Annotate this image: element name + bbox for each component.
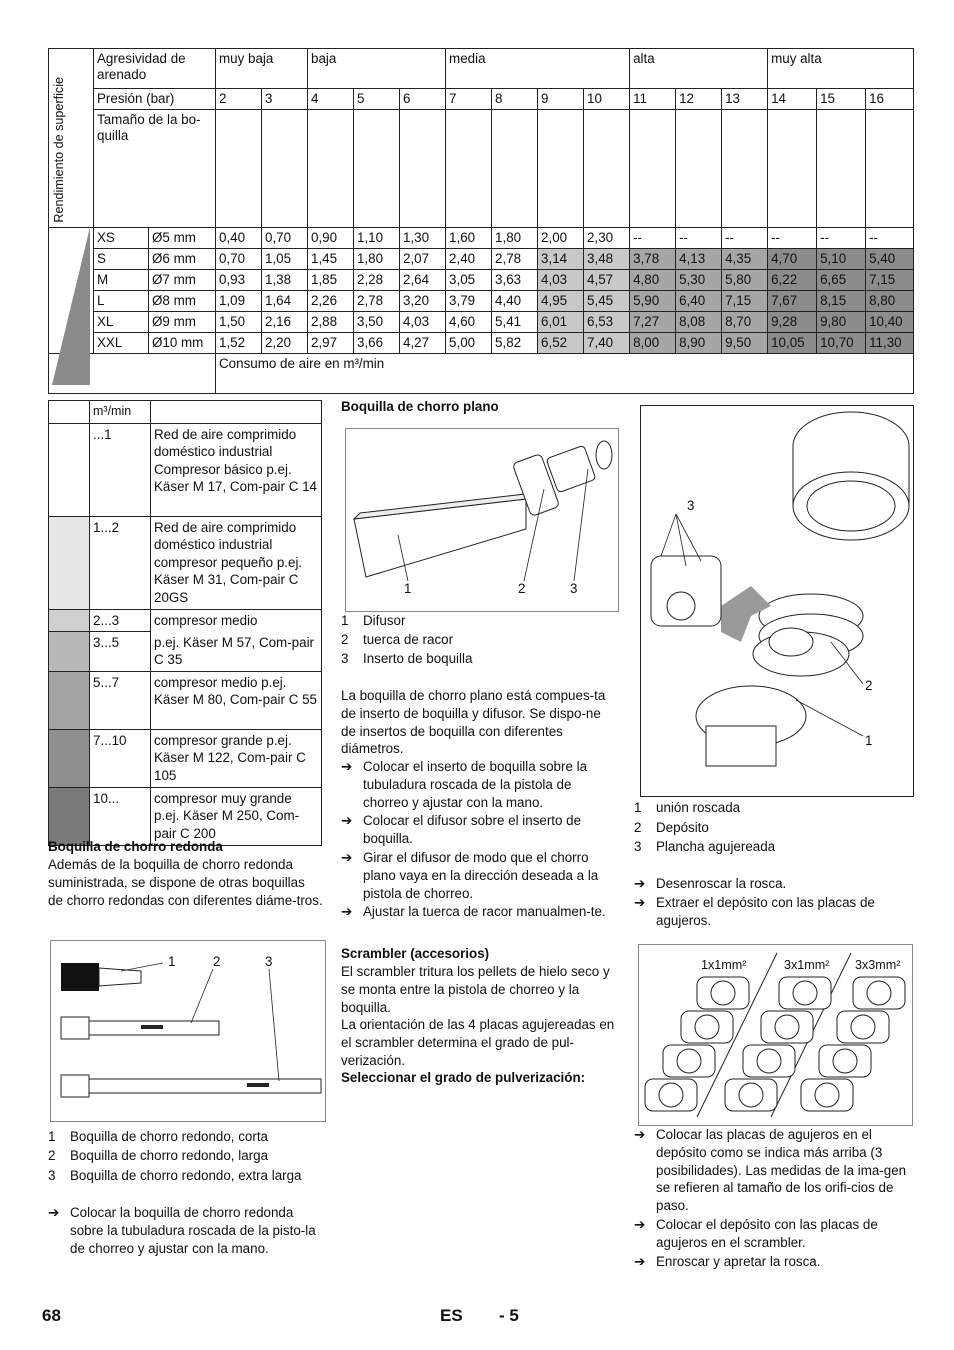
nozzle-size: S <box>94 249 149 270</box>
compressor-shade <box>49 423 90 516</box>
consumption-cell: -- <box>866 228 914 249</box>
consumption-cell: 2,20 <box>262 333 308 354</box>
consumption-cell: 1,45 <box>308 249 354 270</box>
consumption-cell: 4,03 <box>400 312 446 333</box>
consumption-cell: 2,26 <box>308 291 354 312</box>
side-label-cell <box>49 49 94 228</box>
consumption-cell: 6,52 <box>538 333 584 354</box>
scrambler-text-2: La orientación de las 4 placas agujereadas en el scrambler determina el grado de pul-verización. <box>341 1017 615 1068</box>
side-label: Rendimiento de superficie <box>52 77 66 223</box>
page-number: 68 <box>42 1306 61 1325</box>
size-header-empty <box>584 110 630 228</box>
pressure-cell: 11 <box>630 89 676 110</box>
flat-nozzle-text: La boquilla de chorro plano está compues-ta de inserto de boquilla y difusor. Se dispo-ne de insertos de boquilla con diferentes diámetros. <box>341 688 606 757</box>
round-nozzle-heading: Boquilla de chorro redonda <box>48 839 223 854</box>
compressor-shade <box>49 671 90 729</box>
size-header-empty <box>354 110 400 228</box>
consumption-cell: 11,30 <box>866 333 914 354</box>
consumption-cell: 5,80 <box>722 270 768 291</box>
consumption-cell: 4,35 <box>722 249 768 270</box>
consumption-cell: 4,57 <box>584 270 630 291</box>
consumption-cell: 1,05 <box>262 249 308 270</box>
consumption-cell: 8,80 <box>866 291 914 312</box>
scrambler-fig-label-2: 2 <box>865 678 873 693</box>
consumption-cell: 9,50 <box>722 333 768 354</box>
compressor-row <box>49 729 322 787</box>
compressor-desc: compresor muy grande p.ej. Käser M 250, Com-pair C 200 <box>151 787 322 845</box>
consumption-cell: 3,48 <box>584 249 630 270</box>
compressor-shade <box>49 632 90 672</box>
consumption-cell: 1,80 <box>354 249 400 270</box>
consumption-cell: 1,85 <box>308 270 354 291</box>
table-row <box>49 270 914 291</box>
nozzle-size: XXL <box>94 333 149 354</box>
compressor-row <box>49 632 322 672</box>
pressure-cell: 15 <box>817 89 866 110</box>
consumption-cell: 1,09 <box>216 291 262 312</box>
consumption-cell: 1,30 <box>400 228 446 249</box>
compressor-range: 10... <box>90 787 151 845</box>
consumption-cell: 8,90 <box>676 333 722 354</box>
air-consumption-note: Consumo de aire en m³/min <box>216 354 914 394</box>
nozzle-size: XL <box>94 312 149 333</box>
size-header-empty <box>308 110 354 228</box>
size-header-empty <box>216 110 262 228</box>
consumption-cell: 1,80 <box>492 228 538 249</box>
consumption-cell: 1,52 <box>216 333 262 354</box>
pressure-cell: 9 <box>538 89 584 110</box>
consumption-cell: 0,90 <box>308 228 354 249</box>
consumption-cell: 7,40 <box>584 333 630 354</box>
sub-page-number: - 5 <box>499 1306 519 1325</box>
round-fig-label-3: 3 <box>265 954 273 969</box>
table-row <box>49 228 914 249</box>
nozzle-diameter: Ø10 mm <box>149 333 216 354</box>
consumption-cell: 4,80 <box>630 270 676 291</box>
consumption-cell: 6,22 <box>768 270 817 291</box>
comp-unit-label: m³/min <box>90 401 151 424</box>
pulverization-heading: Seleccionar el grado de pulverización: <box>341 1070 586 1085</box>
plate-label-3x1: 3x1mm² <box>784 958 830 972</box>
compressor-desc: compresor medio p.ej. Käser M 80, Com-pair C 55 <box>151 671 322 729</box>
compressor-range: 3...5 <box>90 632 151 672</box>
pressure-cell: 13 <box>722 89 768 110</box>
compressor-row <box>49 671 322 729</box>
consumption-cell: 1,64 <box>262 291 308 312</box>
arrow-icon: ➔ <box>634 876 646 891</box>
flat-nozzle-figure <box>345 428 619 612</box>
consumption-cell: 7,15 <box>722 291 768 312</box>
pressure-cell: 6 <box>400 89 446 110</box>
arrow-icon: ➔ <box>634 895 646 910</box>
consumption-cell: 4,70 <box>768 249 817 270</box>
pressure-cell: 16 <box>866 89 914 110</box>
consumption-cell: 1,38 <box>262 270 308 291</box>
consumption-cell: -- <box>722 228 768 249</box>
consumption-cell: 5,90 <box>630 291 676 312</box>
pressure-cell: 7 <box>446 89 492 110</box>
consumption-cell: 1,10 <box>354 228 400 249</box>
consumption-cell: 3,20 <box>400 291 446 312</box>
round-nozzle-drawing <box>51 941 325 1121</box>
plates-figure <box>638 944 913 1126</box>
size-header-empty <box>768 110 817 228</box>
pressure-cell: 5 <box>354 89 400 110</box>
consumption-cell: 4,27 <box>400 333 446 354</box>
table-row <box>49 249 914 270</box>
consumption-cell: -- <box>630 228 676 249</box>
arrow-icon: ➔ <box>341 904 353 919</box>
compressor-row <box>49 423 322 516</box>
consumption-cell: 2,97 <box>308 333 354 354</box>
compressor-desc: compresor grande p.ej. Käser M 122, Com-pair C 105 <box>151 729 322 787</box>
consumption-cell: 0,70 <box>262 228 308 249</box>
size-header-empty <box>446 110 492 228</box>
consumption-cell: 4,95 <box>538 291 584 312</box>
nozzle-size: L <box>94 291 149 312</box>
plate-label-1x1: 1x1mm² <box>701 958 747 972</box>
consumption-cell: 5,30 <box>676 270 722 291</box>
table-row <box>49 333 914 354</box>
consumption-cell: 1,50 <box>216 312 262 333</box>
pressure-label: Presión (bar) <box>94 89 216 110</box>
size-header-empty <box>722 110 768 228</box>
compressor-row <box>49 516 322 609</box>
consumption-cell: 2,07 <box>400 249 446 270</box>
aggressiveness-label: Agresividad de arenado <box>94 49 216 89</box>
round-nozzle-text: Además de la boquilla de chorro redonda suministrada, se dispone de otras boquillas de chorro redondas con diferentes diáme-tros. <box>48 857 323 908</box>
flat-fig-label-2: 2 <box>518 581 526 596</box>
consumption-cell: 8,70 <box>722 312 768 333</box>
consumption-cell: 5,41 <box>492 312 538 333</box>
size-header-empty <box>538 110 584 228</box>
scrambler-text-1: El scrambler tritura los pellets de hielo seco y se monta entre la pistola de chorreo y la boquilla. <box>341 964 610 1015</box>
consumption-cell: 6,65 <box>817 270 866 291</box>
arrow-icon: ➔ <box>48 1205 60 1220</box>
consumption-cell: 2,40 <box>446 249 492 270</box>
consumption-cell: 3,63 <box>492 270 538 291</box>
nozzle-diameter: Ø6 mm <box>149 249 216 270</box>
consumption-cell: 5,82 <box>492 333 538 354</box>
consumption-cell: 2,78 <box>354 291 400 312</box>
comp-head-empty-2 <box>151 401 322 424</box>
compressor-desc: compresor medio <box>151 609 322 632</box>
consumption-cell: 2,16 <box>262 312 308 333</box>
size-header-empty <box>630 110 676 228</box>
level-muy-baja: muy baja <box>216 49 308 89</box>
language-code: ES <box>440 1306 463 1325</box>
consumption-cell: 9,80 <box>817 312 866 333</box>
size-header-empty <box>817 110 866 228</box>
consumption-cell: 3,79 <box>446 291 492 312</box>
consumption-cell: 6,53 <box>584 312 630 333</box>
pressure-cell: 4 <box>308 89 354 110</box>
consumption-cell: 3,78 <box>630 249 676 270</box>
round-nozzle-figure <box>50 940 326 1122</box>
consumption-cell: 2,78 <box>492 249 538 270</box>
scrambler-figure <box>640 405 914 797</box>
scrambler-fig-label-1: 1 <box>865 733 873 748</box>
nozzle-size: XS <box>94 228 149 249</box>
consumption-cell: 3,50 <box>354 312 400 333</box>
consumption-cell: 0,93 <box>216 270 262 291</box>
consumption-cell: 5,45 <box>584 291 630 312</box>
comp-head-empty <box>49 401 90 424</box>
arrow-icon: ➔ <box>341 813 353 828</box>
level-baja: baja <box>308 49 446 89</box>
pressure-cell: 8 <box>492 89 538 110</box>
compressor-row <box>49 787 322 845</box>
pressure-cell: 2 <box>216 89 262 110</box>
arrow-icon: ➔ <box>634 1254 646 1269</box>
consumption-cell: 3,05 <box>446 270 492 291</box>
consumption-cell: 7,67 <box>768 291 817 312</box>
consumption-cell: 3,14 <box>538 249 584 270</box>
consumption-cell: 0,40 <box>216 228 262 249</box>
arrow-icon: ➔ <box>341 850 353 865</box>
wedge-shape <box>50 225 92 386</box>
nozzle-size-label: Tamaño de la bo-quilla <box>94 110 216 228</box>
scrambler-fig-label-3: 3 <box>687 498 695 513</box>
level-media: media <box>446 49 630 89</box>
air-consumption-table <box>48 48 914 394</box>
consumption-cell: 3,66 <box>354 333 400 354</box>
nozzle-diameter: Ø9 mm <box>149 312 216 333</box>
pressure-cell: 10 <box>584 89 630 110</box>
arrow-icon: ➔ <box>341 759 353 774</box>
size-header-empty <box>400 110 446 228</box>
pressure-cell: 12 <box>676 89 722 110</box>
compressor-range: ...1 <box>90 423 151 516</box>
consumption-cell: 8,08 <box>676 312 722 333</box>
compressor-row <box>49 609 322 632</box>
consumption-cell: 5,10 <box>817 249 866 270</box>
consumption-cell: 1,60 <box>446 228 492 249</box>
compressor-table <box>48 400 322 846</box>
plates-drawing <box>639 945 912 1125</box>
consumption-cell: 6,01 <box>538 312 584 333</box>
level-muy-alta: muy alta <box>768 49 914 89</box>
consumption-cell: 8,00 <box>630 333 676 354</box>
flat-fig-label-3: 3 <box>570 581 578 596</box>
consumption-cell: 4,40 <box>492 291 538 312</box>
consumption-cell: 2,28 <box>354 270 400 291</box>
compressor-shade <box>49 729 90 787</box>
consumption-cell: 2,00 <box>538 228 584 249</box>
consumption-cell: 4,03 <box>538 270 584 291</box>
table-row <box>49 291 914 312</box>
consumption-cell: 4,60 <box>446 312 492 333</box>
consumption-cell: 7,15 <box>866 270 914 291</box>
pressure-cell: 3 <box>262 89 308 110</box>
compressor-shade <box>49 787 90 845</box>
consumption-cell: 2,30 <box>584 228 630 249</box>
compressor-desc: Red de aire comprimido doméstico industrial compresor pequeño p.ej. Käser M 31, Com-pair C 20GS <box>151 516 322 609</box>
consumption-cell: 7,27 <box>630 312 676 333</box>
plate-label-3x3: 3x3mm² <box>855 958 901 972</box>
scrambler-heading: Scrambler (accesorios) <box>341 946 490 961</box>
consumption-cell: 5,40 <box>866 249 914 270</box>
arrow-icon: ➔ <box>634 1217 646 1232</box>
size-header-empty <box>866 110 914 228</box>
consumption-cell: -- <box>676 228 722 249</box>
consumption-cell: 4,13 <box>676 249 722 270</box>
consumption-cell: -- <box>817 228 866 249</box>
flat-fig-label-1: 1 <box>404 581 412 596</box>
arrow-icon: ➔ <box>634 1127 646 1142</box>
consumption-cell: 6,40 <box>676 291 722 312</box>
consumption-cell: 5,00 <box>446 333 492 354</box>
nozzle-size: M <box>94 270 149 291</box>
compressor-range: 1...2 <box>90 516 151 609</box>
consumption-cell: 8,15 <box>817 291 866 312</box>
compressor-shade <box>49 516 90 609</box>
consumption-cell: 0,70 <box>216 249 262 270</box>
consumption-cell: -- <box>768 228 817 249</box>
nozzle-diameter: Ø5 mm <box>149 228 216 249</box>
nozzle-diameter: Ø8 mm <box>149 291 216 312</box>
consumption-cell: 10,05 <box>768 333 817 354</box>
consumption-cell: 2,64 <box>400 270 446 291</box>
size-header-empty <box>262 110 308 228</box>
size-header-empty <box>676 110 722 228</box>
consumption-cell: 10,40 <box>866 312 914 333</box>
table-row <box>49 312 914 333</box>
compressor-range: 7...10 <box>90 729 151 787</box>
nozzle-diameter: Ø7 mm <box>149 270 216 291</box>
compressor-desc: p.ej. Käser M 57, Com-pair C 35 <box>151 632 322 672</box>
size-header-empty <box>492 110 538 228</box>
compressor-desc: Red de aire comprimido doméstico industrial Compresor básico p.ej. Käser M 17, Com-pair C 14 <box>151 423 322 516</box>
compressor-shade <box>49 609 90 632</box>
compressor-range: 5...7 <box>90 671 151 729</box>
level-alta: alta <box>630 49 768 89</box>
round-fig-label-2: 2 <box>213 954 221 969</box>
round-fig-label-1: 1 <box>168 954 176 969</box>
pressure-cell: 14 <box>768 89 817 110</box>
consumption-cell: 9,28 <box>768 312 817 333</box>
compressor-range: 2...3 <box>90 609 151 632</box>
flat-nozzle-heading: Boquilla de chorro plano <box>341 399 499 414</box>
consumption-cell: 10,70 <box>817 333 866 354</box>
consumption-cell: 2,88 <box>308 312 354 333</box>
